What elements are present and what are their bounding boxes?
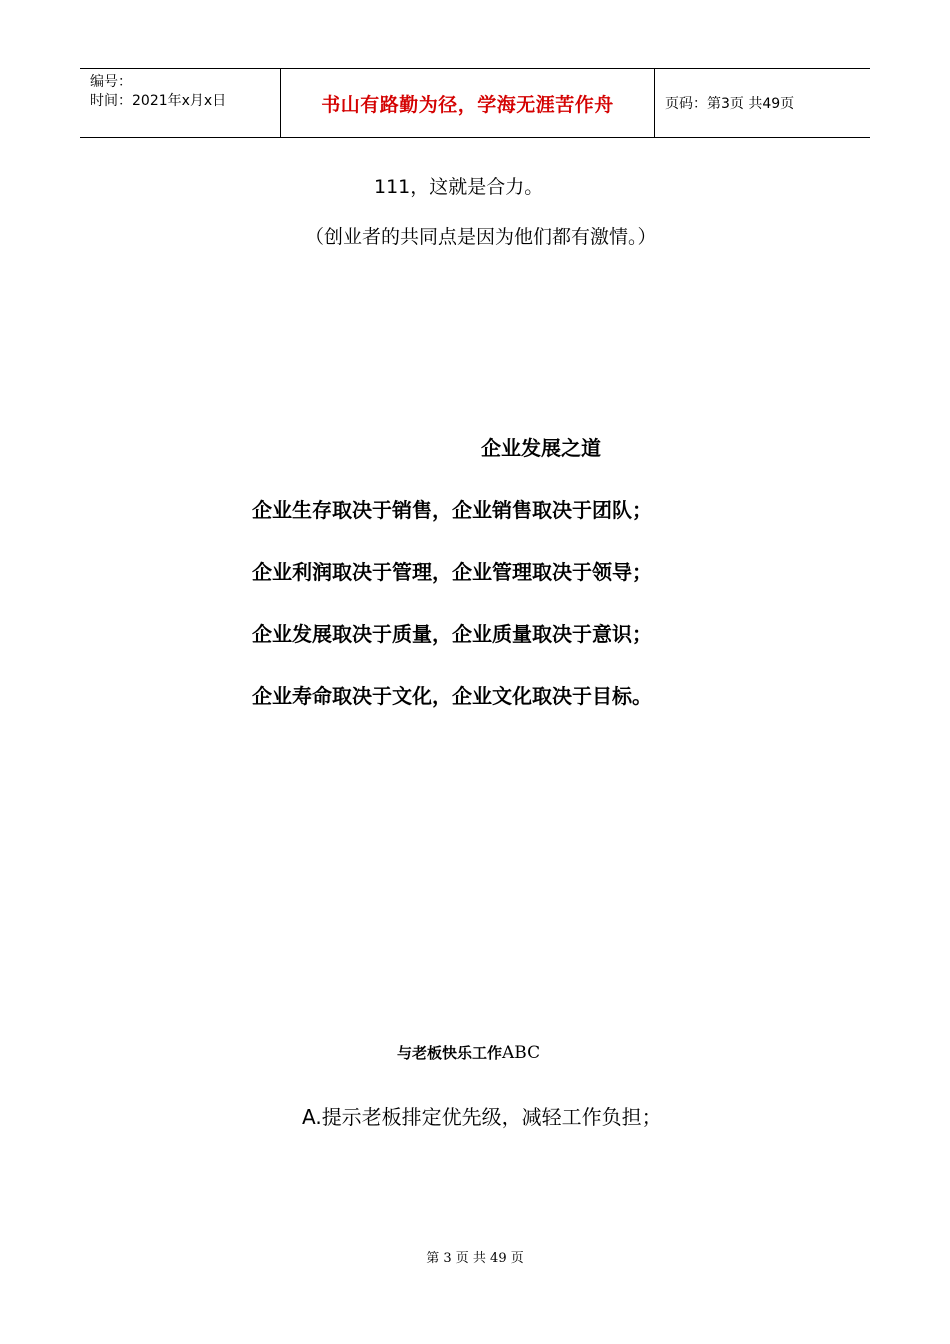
number-label: 编号： — [90, 74, 132, 90]
subsection-title — [397, 1042, 540, 1063]
header-page-label: 页码：第3页 共49页 — [665, 96, 795, 112]
header-motto: 书山有路勤为径，学海无涯苦作舟 — [281, 69, 655, 137]
page-header — [80, 68, 870, 138]
text-line-2: （创业者的共同点是因为他们都有激情。） — [305, 226, 657, 248]
text-line-1: 111，这就是合力。 — [374, 176, 544, 198]
subsection-title-en: ABC — [502, 1043, 541, 1063]
item-a: A.提示老板排定优先级，减轻工作负担； — [302, 1105, 662, 1129]
date-label: 时间：2021年x月x日 — [90, 93, 227, 109]
subsection-title-cn: 与老板快乐工作 — [397, 1044, 503, 1062]
header-meta — [80, 69, 281, 137]
principle-line: 企业寿命取决于文化，企业文化取决于目标。 — [252, 684, 652, 708]
principle-line: 企业利润取决于管理，企业管理取决于领导； — [252, 560, 652, 584]
section-title: 企业发展之道 — [481, 436, 601, 460]
page-footer: 第 3 页 共 49 页 — [426, 1251, 524, 1266]
principle-line: 企业发展取决于质量，企业质量取决于意识； — [252, 622, 652, 646]
principle-line: 企业生存取决于销售，企业销售取决于团队； — [252, 498, 652, 522]
